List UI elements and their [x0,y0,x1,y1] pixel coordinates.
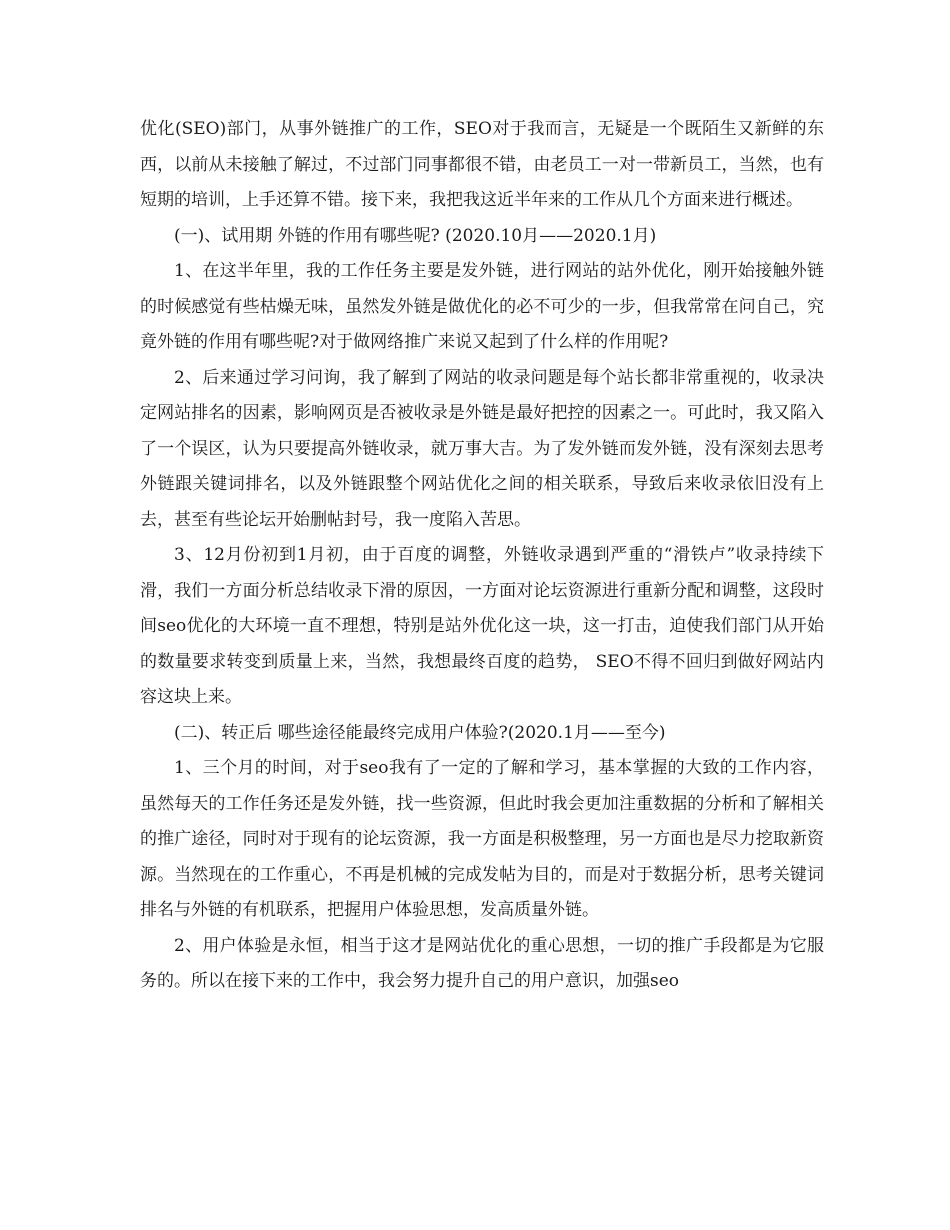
paragraph: 2、后来通过学习问询，我了解到了网站的收录问题是每个站长都非常重视的，收录决定网站排名的因素，影响网页是否被收录是外链是最好把控的因素之一。可此时，我又陷入了一个误区，认为只要提高外链收录，就万事大吉。为了发外链而发外链，没有深刻去思考外链跟关键词排名，以及外链跟整个网站优化之间的相关联系，导致后来收录依旧没有上去，甚至有些论坛开始删帖封号，我一度陷入苦思。 [140,367,824,530]
paragraph: (二)、转正后 哪些途径能最终完成用户体验?(2020.1月——至今) [174,722,666,743]
document-body [140,112,824,1000]
paragraph: 3、12月份初到1月初，由于百度的调整，外链收录遇到严重的“滑铁卢”收录持续下滑，我们一方面分析总结收录下滑的原因，一方面对论坛资源进行重新分配和调整，这段时间seo优化的大环境一直不理想，特别是站外优化这一块，这一打击，迫使我们部门从开始的数量要求转变到质量上来，当然，我想最终百度的趋势， SEO不得不回归到做好网站内容这块上来。 [140,545,824,707]
paragraph: 1、三个月的时间，对于seo我有了一定的了解和学习，基本掌握的大致的工作内容，虽然每天的工作任务还是发外链，找一些资源，但此时我会更加注重数据的分析和了解相关的推广途径，同时对于现有的论坛资源，我一方面是积极整理，另一方面也是尽力挖取新资源。当然现在的工作重心，不再是机械的完成发帖为目的，而是对于数据分析，思考关键词排名与外链的有机联系，把握用户体验思想，发高质量外链。 [140,758,824,920]
paragraph: 1、在这半年里，我的工作任务主要是发外链，进行网站的站外优化，刚开始接触外链的时候感觉有些枯燥无味，虽然发外链是做优化的必不可少的一步，但我常常在问自己，究竟外链的作用有哪些呢?对于做网络推广来说又起到了什么样的作用呢? [140,261,824,352]
paragraph: 2、用户体验是永恒，相当于这才是网站优化的重心思想，一切的推广手段都是为它服务的。所以在接下来的工作中，我会努力提升自己的用户意识，加强seo [140,935,824,991]
paragraph: 优化(SEO)部门，从事外链推广的工作，SEO对于我而言，无疑是一个既陌生又新鲜的东西，以前从未接触了解过，不过部门同事都很不错，由老员工一对一带新员工，当然，也有短期的培训，上手还算不错。接下来，我把我这近半年来的工作从几个方面来进行概述。 [140,119,824,210]
paragraph: (一)、试用期 外链的作用有哪些呢? (2020.10月——2020.1月) [174,225,657,246]
